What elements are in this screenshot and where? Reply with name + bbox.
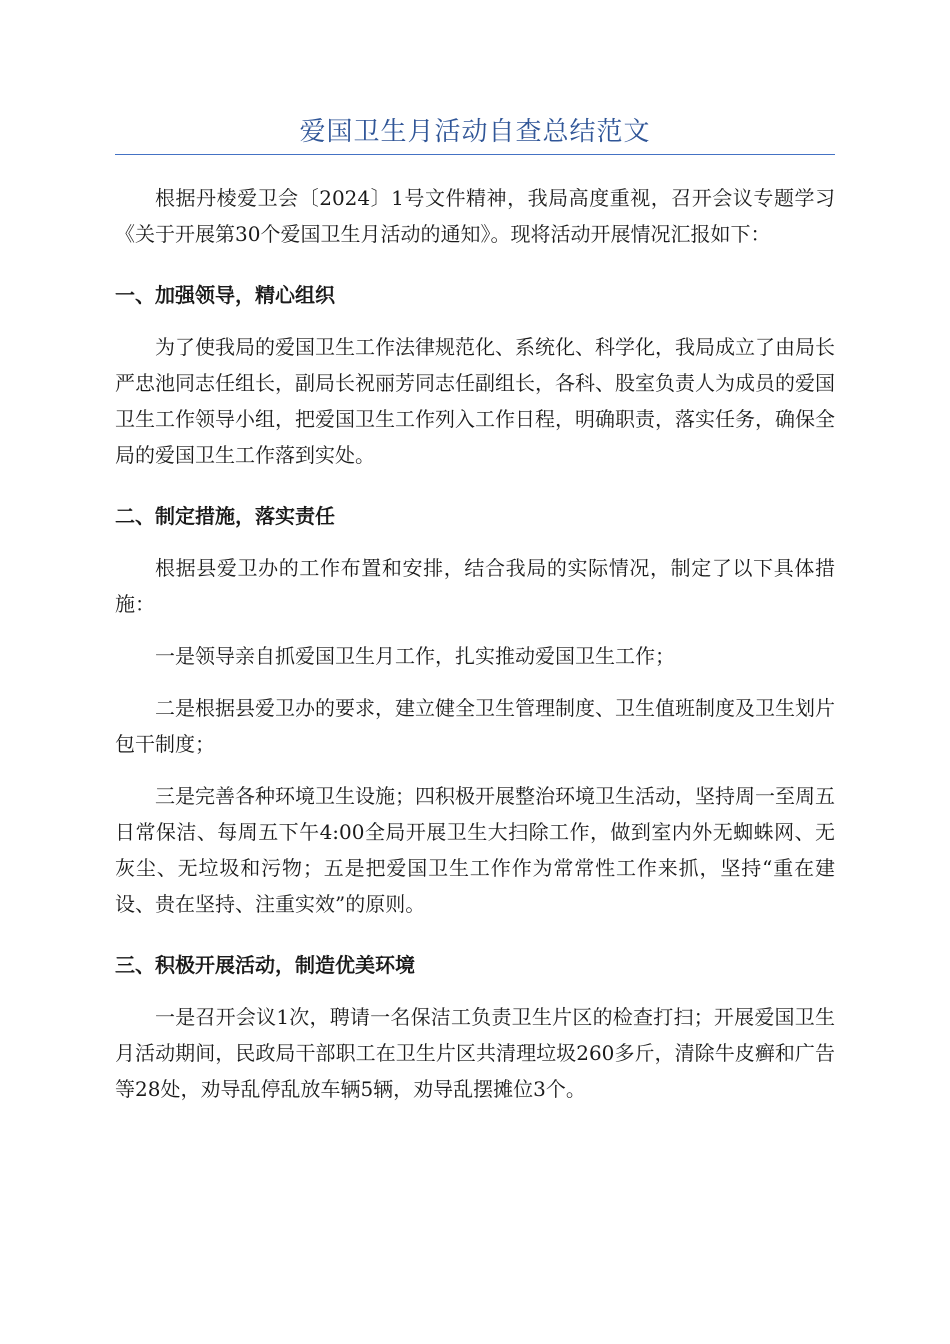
section-1-paragraph-1: 为了使我局的爱国卫生工作法律规范化、系统化、科学化，我局成立了由局长严忠池同志任组长，副局长祝丽芳同志任副组长，各科、股室负责人为成员的爱国卫生工作领导小组，把爱国卫生工作列入工作日程，明确职责，落实任务，确保全局的爱国卫生工作落到实处。 bbox=[115, 335, 835, 467]
section-heading-2: 二、制定措施，落实责任 bbox=[115, 504, 335, 528]
section-heading-3: 三、积极开展活动，制造优美环境 bbox=[115, 953, 415, 977]
section-2-paragraph-2: 一是领导亲自抓爱国卫生月工作，扎实推动爱国卫生工作； bbox=[155, 644, 675, 668]
section-2-paragraph-1: 根据县爱卫办的工作布置和安排，结合我局的实际情况，制定了以下具体措施： bbox=[115, 556, 835, 616]
section-2-paragraph-3: 二是根据县爱卫办的要求，建立健全卫生管理制度、卫生值班制度及卫生划片包干制度； bbox=[115, 696, 835, 756]
section-2-paragraph-4: 三是完善各种环境卫生设施；四积极开展整治环境卫生活动，坚持周一至周五日常保洁、每周五下午4:00全局开展卫生大扫除工作，做到室内外无蜘蛛网、无灰尘、无垃圾和污物；五是把爱国卫生工作作为常常性工作来抓，坚持“重在建设、贵在坚持、注重实效”的原则。 bbox=[115, 784, 835, 916]
section-3-paragraph-1: 一是召开会议1次，聘请一名保洁工负责卫生片区的检查打扫；开展爱国卫生月活动期间，民政局干部职工在卫生片区共清理垃圾260多斤，清除牛皮癣和广告等28处，劝导乱停乱放车辆5辆，劝导乱摆摊位3个。 bbox=[115, 1005, 835, 1101]
section-heading-1: 一、加强领导，精心组织 bbox=[115, 283, 335, 307]
intro-paragraph: 根据丹棱爱卫会〔2024〕1号文件精神，我局高度重视，召开会议专题学习《关于开展第30个爱国卫生月活动的通知》。现将活动开展情况汇报如下： bbox=[115, 186, 835, 246]
document-page bbox=[115, 112, 835, 1107]
document-title: 爱国卫生月活动自查总结范文 bbox=[115, 112, 835, 155]
